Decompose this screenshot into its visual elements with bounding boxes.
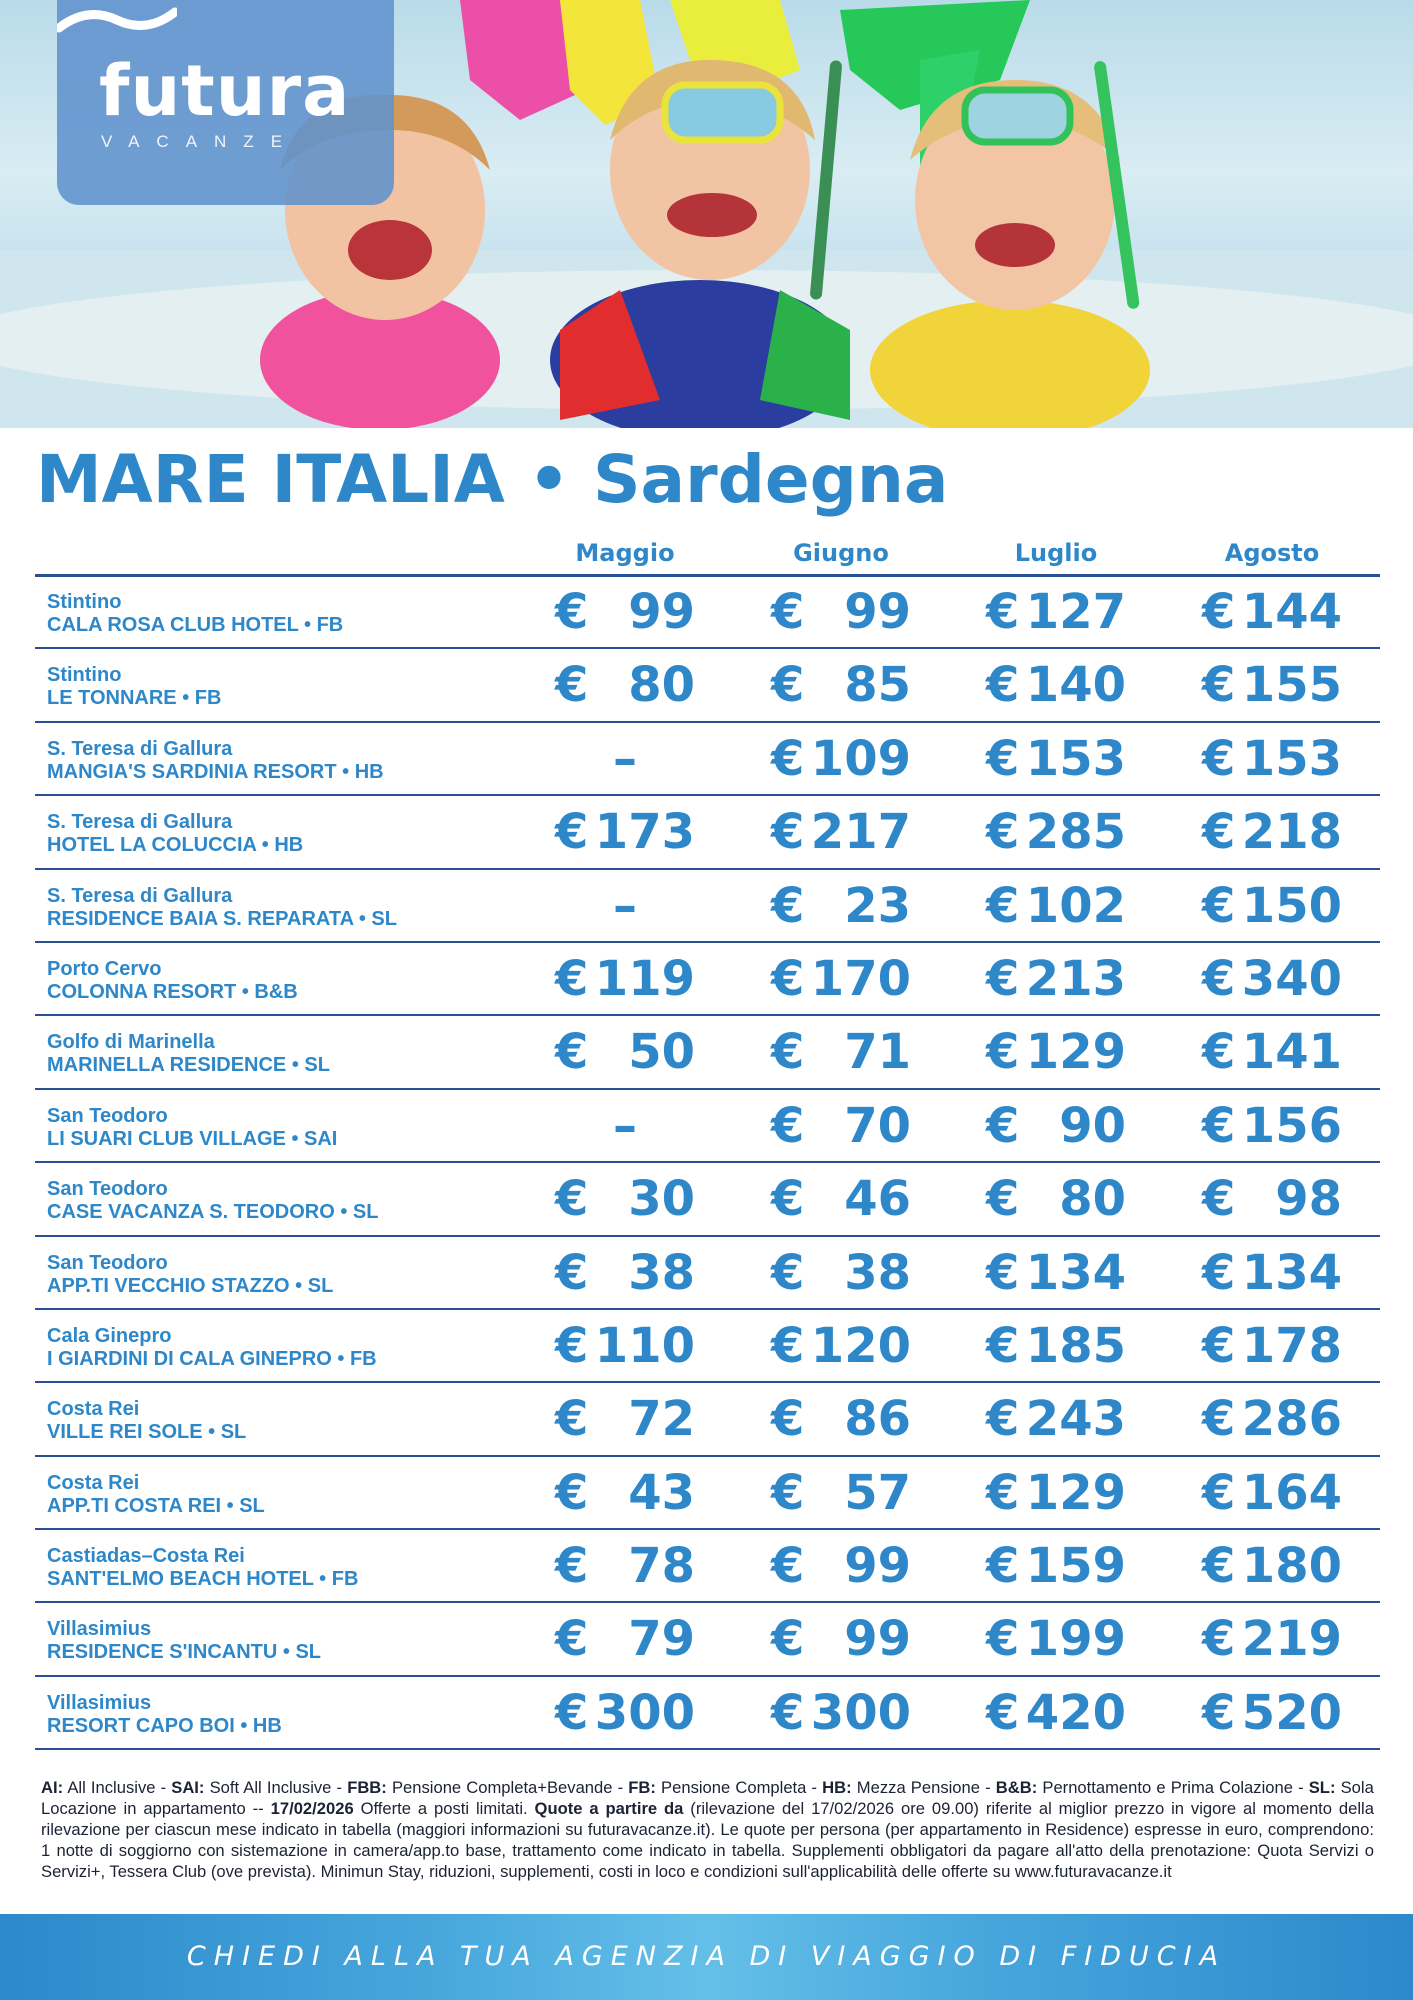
table-row xyxy=(35,943,1380,1016)
price-agosto xyxy=(1202,1457,1342,1530)
price-luglio xyxy=(986,1603,1126,1676)
row-hotel: HOTEL LA COLUCCIA • HB xyxy=(47,834,304,857)
price-amount: 86 xyxy=(844,1391,911,1448)
price-agosto xyxy=(1202,1163,1342,1236)
price-giugno xyxy=(771,1090,911,1163)
price-agosto xyxy=(1202,1383,1342,1456)
price-giugno xyxy=(771,943,911,1016)
table-row xyxy=(35,1603,1380,1676)
hero-photo xyxy=(0,0,1413,428)
note-ai-text: All Inclusive - xyxy=(67,1778,167,1797)
price-amount: 38 xyxy=(628,1244,695,1301)
price-currency: € xyxy=(986,877,1020,934)
price-amount: 70 xyxy=(844,1097,911,1154)
price-currency: € xyxy=(555,584,589,640)
price-amount: 156 xyxy=(1241,1097,1342,1154)
price-amount: 110 xyxy=(594,1317,695,1374)
price-agosto xyxy=(1202,870,1342,943)
row-location: Villasimius xyxy=(47,1691,152,1714)
footnote xyxy=(41,1777,1374,1882)
price-amount: 153 xyxy=(1025,730,1126,787)
price-amount: 38 xyxy=(844,1244,911,1301)
table-row xyxy=(35,1090,1380,1163)
price-giugno xyxy=(771,1163,911,1236)
price-luglio xyxy=(986,1090,1126,1163)
note-sai-text: Soft All Inclusive - xyxy=(209,1778,343,1797)
price-luglio xyxy=(986,1237,1126,1310)
price-agosto xyxy=(1202,576,1342,649)
footer-tagline: CHIEDI ALLA TUA AGENZIA DI VIAGGIO DI FIDUCIA xyxy=(186,1941,1227,1972)
table-row xyxy=(35,1530,1380,1603)
price-maggio xyxy=(555,649,695,722)
price-currency: € xyxy=(771,1171,805,1228)
price-currency: € xyxy=(1202,1391,1236,1448)
row-hotel: APP.TI VECCHIO STAZZO • SL xyxy=(47,1274,334,1297)
table-row xyxy=(35,649,1380,722)
table-row xyxy=(35,723,1380,796)
price-giugno xyxy=(771,796,911,869)
price-amount: 155 xyxy=(1241,657,1342,714)
price-giugno xyxy=(771,1237,911,1310)
price-giugno xyxy=(771,1457,911,1530)
price-currency: € xyxy=(555,1684,589,1741)
row-location: Costa Rei xyxy=(47,1471,140,1494)
price-amount: 85 xyxy=(844,657,911,714)
note-hb-label: HB: xyxy=(822,1778,852,1797)
price-maggio xyxy=(555,1310,695,1383)
price-currency: € xyxy=(986,1244,1020,1301)
price-currency: € xyxy=(771,1317,805,1374)
price-currency: € xyxy=(986,657,1020,714)
price-amount: 285 xyxy=(1025,804,1126,861)
price-amount: 141 xyxy=(1241,1024,1342,1081)
price-currency: € xyxy=(1202,804,1236,861)
row-hotel: COLONNA RESORT • B&B xyxy=(47,980,298,1003)
price-amount: 99 xyxy=(844,584,911,640)
price-amount: 199 xyxy=(1025,1611,1126,1668)
table-row xyxy=(35,1383,1380,1456)
price-luglio xyxy=(986,870,1126,943)
row-hotel: LI SUARI CLUB VILLAGE • SAI xyxy=(47,1127,338,1150)
price-currency: € xyxy=(771,950,805,1007)
price-currency: € xyxy=(555,1244,589,1301)
price-luglio xyxy=(986,576,1126,649)
price-maggio xyxy=(555,870,695,943)
price-amount: 129 xyxy=(1025,1464,1126,1521)
column-header-luglio: Luglio xyxy=(1014,539,1098,567)
price-agosto xyxy=(1202,943,1342,1016)
price-amount: 99 xyxy=(628,584,695,640)
price-currency: € xyxy=(555,1317,589,1374)
price-luglio xyxy=(986,1457,1126,1530)
price-agosto xyxy=(1202,1310,1342,1383)
row-location: Golfo di Marinella xyxy=(47,1031,215,1054)
price-luglio xyxy=(986,1310,1126,1383)
price-amount: 23 xyxy=(844,877,911,934)
row-hotel: LE TONNARE • FB xyxy=(47,687,222,710)
table-row xyxy=(35,1237,1380,1310)
column-header-maggio: Maggio xyxy=(575,539,675,567)
table-header xyxy=(35,535,1380,576)
price-currency: € xyxy=(986,1464,1020,1521)
price-agosto xyxy=(1202,1677,1342,1750)
price-currency: € xyxy=(986,584,1020,640)
price-amount: 129 xyxy=(1025,1024,1126,1081)
price-currency: € xyxy=(1202,1244,1236,1301)
note-body: (rilevazione del 17/02/2026 ore 09.00) riferite al miglior prezzo in vigore al momento della rilevazione per ciascun mese indicato in tabella (maggiori informazioni su futuravacanze.it). Le quote per persona (per appartamento in Residence) espresse in euro, comprendono: 1 notte di soggiorno con sistemazione in camera/app.to base, trattamento come indicato in tabella. Supplementi obbligatori da pagare all'atto della prenotazione: Quota Servizi o Servizi+, Tessera Club (ove prevista). Minimun Stay, riduzioni, supplementi, costi in loco e condizioni sull'applicabilità delle offerte su www.futuravacanze.it xyxy=(41,1799,1374,1881)
price-agosto xyxy=(1202,1090,1342,1163)
row-hotel: VILLE REI SOLE • SL xyxy=(47,1421,247,1444)
price-maggio xyxy=(555,1090,695,1163)
price-maggio xyxy=(555,1016,695,1089)
price-maggio xyxy=(555,1603,695,1676)
note-fb-label: FB: xyxy=(628,1778,656,1797)
note-fb-text: Pensione Completa - xyxy=(661,1778,818,1797)
row-hotel: CASE VACANZA S. TEODORO • SL xyxy=(47,1201,379,1224)
price-amount: 102 xyxy=(1025,877,1126,934)
note-date: 17/02/2026 xyxy=(270,1799,354,1818)
price-amount: 50 xyxy=(628,1024,695,1081)
table-row xyxy=(35,1016,1380,1089)
price-amount: 30 xyxy=(628,1171,695,1228)
price-currency: € xyxy=(1202,877,1236,934)
price-currency: € xyxy=(986,1611,1020,1668)
price-amount: 78 xyxy=(628,1538,695,1595)
row-hotel: MARINELLA RESIDENCE • SL xyxy=(47,1054,330,1077)
price-amount: 120 xyxy=(810,1317,911,1374)
row-location: Costa Rei xyxy=(47,1398,140,1421)
price-currency: € xyxy=(555,804,589,861)
price-currency: € xyxy=(771,657,805,714)
price-currency: € xyxy=(771,1611,805,1668)
price-maggio xyxy=(555,943,695,1016)
price-currency: € xyxy=(1202,1684,1236,1741)
price-luglio xyxy=(986,1016,1126,1089)
price-currency: € xyxy=(1202,1538,1236,1595)
note-ai-label: AI: xyxy=(41,1778,64,1797)
price-currency: € xyxy=(986,1097,1020,1154)
price-currency: € xyxy=(986,1538,1020,1595)
table-row xyxy=(35,576,1380,649)
price-currency: € xyxy=(986,730,1020,787)
price-giugno xyxy=(771,870,911,943)
price-amount: 217 xyxy=(810,804,911,861)
note-sl-label: SL: xyxy=(1308,1778,1336,1797)
price-amount: 185 xyxy=(1025,1317,1126,1374)
price-luglio xyxy=(986,1163,1126,1236)
price-agosto xyxy=(1202,1530,1342,1603)
price-amount: 243 xyxy=(1025,1391,1126,1448)
price-amount: 43 xyxy=(628,1464,695,1521)
price-agosto xyxy=(1202,796,1342,869)
price-amount: 170 xyxy=(810,950,911,1007)
price-amount: 57 xyxy=(844,1464,911,1521)
price-currency: € xyxy=(771,1538,805,1595)
price-maggio xyxy=(555,723,695,796)
price-table xyxy=(35,535,1380,1750)
price-amount: 153 xyxy=(1241,730,1342,787)
logo-wordmark: futura xyxy=(99,50,351,132)
price-amount: 127 xyxy=(1025,584,1126,640)
table-row xyxy=(35,1310,1380,1383)
price-currency: € xyxy=(1202,1171,1236,1228)
price-maggio xyxy=(555,796,695,869)
price-giugno xyxy=(771,1310,911,1383)
price-giugno xyxy=(771,1677,911,1750)
price-luglio xyxy=(986,943,1126,1016)
price-currency: € xyxy=(1202,657,1236,714)
price-amount: 173 xyxy=(594,804,695,861)
price-amount: 90 xyxy=(1059,1097,1126,1154)
price-luglio xyxy=(986,1530,1126,1603)
price-currency: € xyxy=(555,657,589,714)
price-giugno xyxy=(771,649,911,722)
price-luglio xyxy=(986,796,1126,869)
price-amount: 80 xyxy=(628,657,695,714)
price-amount: 134 xyxy=(1241,1244,1342,1301)
price-agosto xyxy=(1202,723,1342,796)
price-currency: € xyxy=(986,1391,1020,1448)
row-hotel: CALA ROSA CLUB HOTEL • FB xyxy=(47,614,344,636)
price-luglio xyxy=(986,723,1126,796)
note-fbb-label: FBB: xyxy=(347,1778,387,1797)
price-giugno xyxy=(771,1016,911,1089)
price-amount: 46 xyxy=(844,1171,911,1228)
price-currency: € xyxy=(771,1097,805,1154)
price-amount: 520 xyxy=(1241,1684,1342,1741)
table-body xyxy=(35,576,1380,1750)
row-hotel: RESORT CAPO BOI • HB xyxy=(47,1714,282,1737)
price-luglio xyxy=(986,649,1126,722)
row-location: San Teodoro xyxy=(47,1104,168,1127)
table-row xyxy=(35,1457,1380,1530)
row-hotel: SANT'ELMO BEACH HOTEL • FB xyxy=(47,1568,359,1591)
price-maggio xyxy=(555,1237,695,1310)
price-unavailable: – xyxy=(613,1097,637,1154)
price-amount: 144 xyxy=(1241,584,1342,640)
price-maggio xyxy=(555,1677,695,1750)
row-hotel: RESIDENCE BAIA S. REPARATA • SL xyxy=(47,907,397,930)
price-currency: € xyxy=(771,804,805,861)
row-location: S. Teresa di Gallura xyxy=(47,737,233,760)
price-amount: 178 xyxy=(1241,1317,1342,1374)
row-location: S. Teresa di Gallura xyxy=(47,811,233,834)
price-currency: € xyxy=(555,950,589,1007)
column-header-giugno: Giugno xyxy=(793,539,889,567)
price-currency: € xyxy=(986,1317,1020,1374)
price-maggio xyxy=(555,1383,695,1456)
brand-logo xyxy=(57,0,394,205)
price-currency: € xyxy=(771,1024,805,1081)
price-amount: 99 xyxy=(844,1538,911,1595)
price-currency: € xyxy=(555,1538,589,1595)
price-amount: 286 xyxy=(1241,1391,1342,1448)
price-currency: € xyxy=(771,1244,805,1301)
price-currency: € xyxy=(1202,584,1236,640)
page-title: MARE ITALIA • Sardegna xyxy=(36,441,949,518)
row-location: San Teodoro xyxy=(47,1251,168,1274)
price-currency: € xyxy=(1202,1317,1236,1374)
row-location: S. Teresa di Gallura xyxy=(47,884,233,907)
price-currency: € xyxy=(1202,730,1236,787)
price-amount: 150 xyxy=(1241,877,1342,934)
price-amount: 80 xyxy=(1059,1171,1126,1228)
price-amount: 71 xyxy=(844,1024,911,1081)
table-row xyxy=(35,796,1380,869)
price-amount: 98 xyxy=(1275,1171,1342,1228)
price-currency: € xyxy=(771,1391,805,1448)
price-amount: 219 xyxy=(1241,1611,1342,1668)
price-giugno xyxy=(771,1383,911,1456)
price-amount: 119 xyxy=(594,950,695,1007)
note-fbb-text: Pensione Completa+Bevande - xyxy=(391,1778,624,1797)
price-amount: 218 xyxy=(1241,804,1342,861)
logo-wave-icon xyxy=(57,0,177,40)
price-luglio xyxy=(986,1383,1126,1456)
note-bb-text: Pernottamento e Prima Colazione - xyxy=(1042,1778,1304,1797)
note-offer-text: Offerte a posti limitati. xyxy=(360,1799,528,1818)
price-amount: 180 xyxy=(1241,1538,1342,1595)
price-amount: 164 xyxy=(1241,1464,1342,1521)
price-maggio xyxy=(555,1530,695,1603)
price-currency: € xyxy=(1202,1464,1236,1521)
price-currency: € xyxy=(555,1391,589,1448)
price-currency: € xyxy=(986,1684,1020,1741)
price-currency: € xyxy=(986,804,1020,861)
footer-band xyxy=(0,1914,1413,2000)
price-currency: € xyxy=(986,1171,1020,1228)
price-luglio xyxy=(986,1677,1126,1750)
row-location: Cala Ginepro xyxy=(47,1324,172,1347)
price-currency: € xyxy=(986,1024,1020,1081)
price-agosto xyxy=(1202,1603,1342,1676)
price-amount: 300 xyxy=(594,1684,695,1741)
price-currency: € xyxy=(555,1611,589,1668)
price-amount: 99 xyxy=(844,1611,911,1668)
row-hotel: RESIDENCE S'INCANTU • SL xyxy=(47,1641,322,1664)
row-hotel: I GIARDINI DI CALA GINEPRO • FB xyxy=(47,1347,377,1370)
note-sl-text: Sola Locazione in appartamento -- xyxy=(41,1778,1374,1818)
price-amount: 140 xyxy=(1025,657,1126,714)
price-maggio xyxy=(555,576,695,649)
price-currency: € xyxy=(771,730,805,787)
column-header-agosto: Agosto xyxy=(1224,539,1320,567)
price-currency: € xyxy=(771,877,805,934)
price-currency: € xyxy=(1202,950,1236,1007)
price-amount: 340 xyxy=(1241,950,1342,1007)
note-quote-label: Quote a partire da xyxy=(534,1799,684,1818)
price-currency: € xyxy=(771,1464,805,1521)
price-giugno xyxy=(771,576,911,649)
price-amount: 213 xyxy=(1025,950,1126,1007)
price-maggio xyxy=(555,1457,695,1530)
price-currency: € xyxy=(555,1024,589,1081)
price-amount: 109 xyxy=(810,730,911,787)
table-row xyxy=(35,1677,1380,1750)
price-amount: 159 xyxy=(1025,1538,1126,1595)
price-giugno xyxy=(771,1530,911,1603)
table-row xyxy=(35,870,1380,943)
row-hotel: MANGIA'S SARDINIA RESORT • HB xyxy=(47,760,384,783)
price-currency: € xyxy=(1202,1024,1236,1081)
price-currency: € xyxy=(771,584,805,640)
price-agosto xyxy=(1202,649,1342,722)
price-currency: € xyxy=(1202,1611,1236,1668)
price-amount: 134 xyxy=(1025,1244,1126,1301)
row-location: Castiadas–Costa Rei xyxy=(47,1545,245,1568)
row-hotel: APP.TI COSTA REI • SL xyxy=(47,1494,265,1517)
price-currency: € xyxy=(986,950,1020,1007)
price-amount: 72 xyxy=(628,1391,695,1448)
logo-subtitle: VACANZE xyxy=(101,132,300,151)
price-currency: € xyxy=(771,1684,805,1741)
price-giugno xyxy=(771,1603,911,1676)
row-location: Villasimius xyxy=(47,1618,152,1641)
price-currency: € xyxy=(555,1171,589,1228)
row-location: Porto Cervo xyxy=(47,957,162,980)
price-agosto xyxy=(1202,1237,1342,1310)
price-currency: € xyxy=(1202,1097,1236,1154)
price-giugno xyxy=(771,723,911,796)
price-unavailable: – xyxy=(613,730,637,787)
note-hb-text: Mezza Pensione - xyxy=(856,1778,991,1797)
row-location: Stintino xyxy=(47,664,122,687)
price-unavailable: – xyxy=(613,877,637,934)
price-amount: 420 xyxy=(1025,1684,1126,1741)
row-location: San Teodoro xyxy=(47,1178,168,1201)
price-agosto xyxy=(1202,1016,1342,1089)
table-row xyxy=(35,1163,1380,1236)
price-amount: 300 xyxy=(810,1684,911,1741)
price-amount: 79 xyxy=(628,1611,695,1668)
note-bb-label: B&B: xyxy=(995,1778,1038,1797)
price-maggio xyxy=(555,1163,695,1236)
note-sai-label: SAI: xyxy=(171,1778,205,1797)
price-currency: € xyxy=(555,1464,589,1521)
row-location: Stintino xyxy=(47,591,122,613)
